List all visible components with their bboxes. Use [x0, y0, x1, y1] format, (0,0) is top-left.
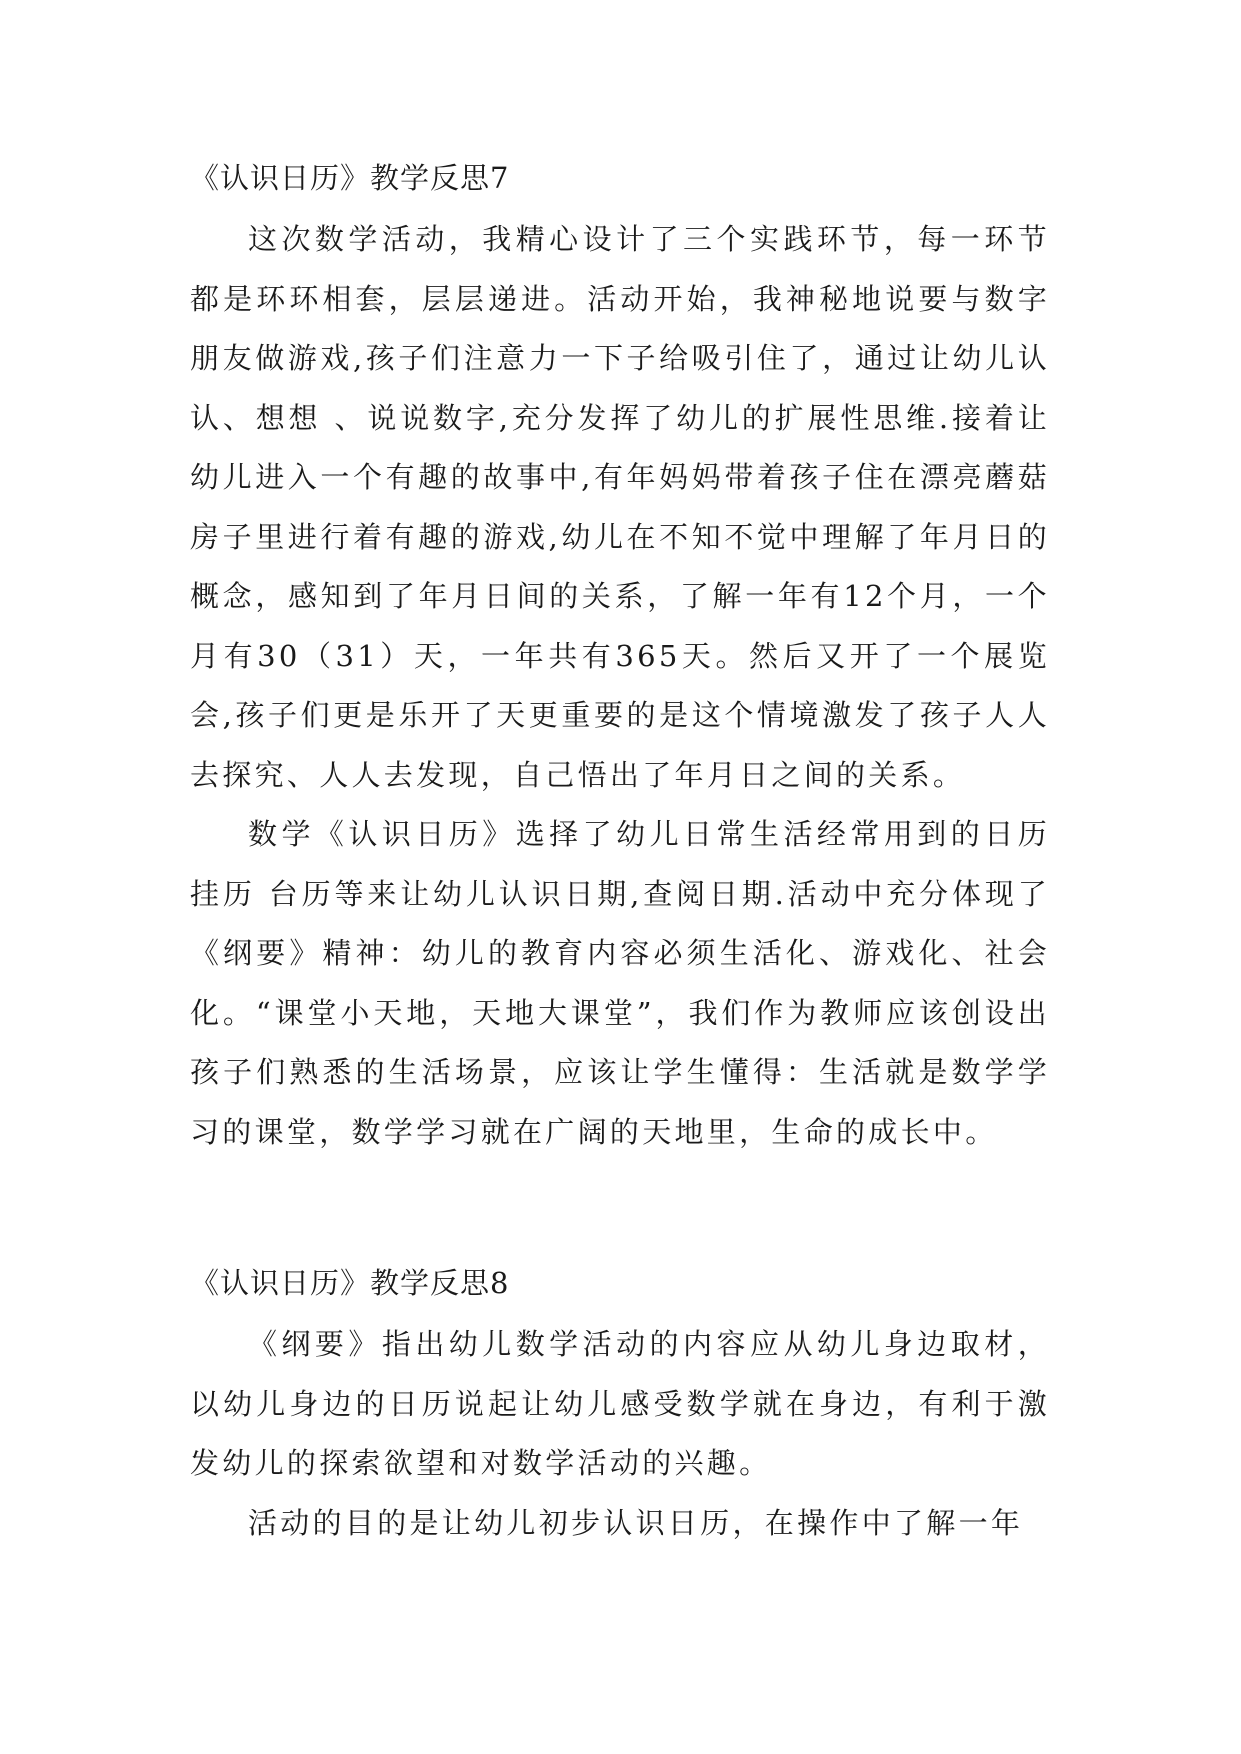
body-paragraph: 这次数学活动，我精心设计了三个实践环节，每一环节都是环环相套，层层递进。活动开始，我神秘地说要与数字朋友做游戏,孩子们注意力一下子给吸引住了，通过让幼儿认认、想想 、说说数字,充分发挥了幼儿的扩展性思维.接着让幼儿进入一个有趣的故事中,有年妈妈带着孩子住在漂亮蘑菇房子里进行着有趣的游戏,幼儿在不知不觉中理解了年月日的概念，感知到了年月日间的关系，了解一年有12个月，一个月有30（31）天，一年共有365天。然后又开了一个展览会,孩子们更是乐开了天更重要的是这个情境激发了孩子人人去探究、人人去发现，自己悟出了年月日之间的关系。	[190, 222, 1050, 792]
section-heading: 《认识日历》教学反思7	[190, 161, 510, 195]
section-heading: 《认识日历》教学反思8	[190, 1266, 510, 1300]
reflection-section-8	[190, 1265, 1050, 1553]
reflection-section-7	[190, 160, 1050, 1162]
body-paragraph: 数学《认识日历》选择了幼儿日常生活经常用到的日历挂历 台历等来让幼儿认识日期,查阅日期.活动中充分体现了《纲要》精神：幼儿的教育内容必须生活化、游戏化、社会化。“课堂小天地，天地大课堂”，我们作为教师应该创设出孩子们熟悉的生活场景，应该让学生懂得：生活就是数学学习的课堂，数学学习就在广阔的天地里，生命的成长中。	[190, 817, 1050, 1149]
body-paragraph: 《纲要》指出幼儿数学活动的内容应从幼儿身边取材，以幼儿身边的日历说起让幼儿感受数学就在身边，有利于激发幼儿的探索欲望和对数学活动的兴趣。	[190, 1327, 1050, 1480]
body-paragraph: 活动的目的是让幼儿初步认识日历，在操作中了解一年	[248, 1505, 1024, 1540]
